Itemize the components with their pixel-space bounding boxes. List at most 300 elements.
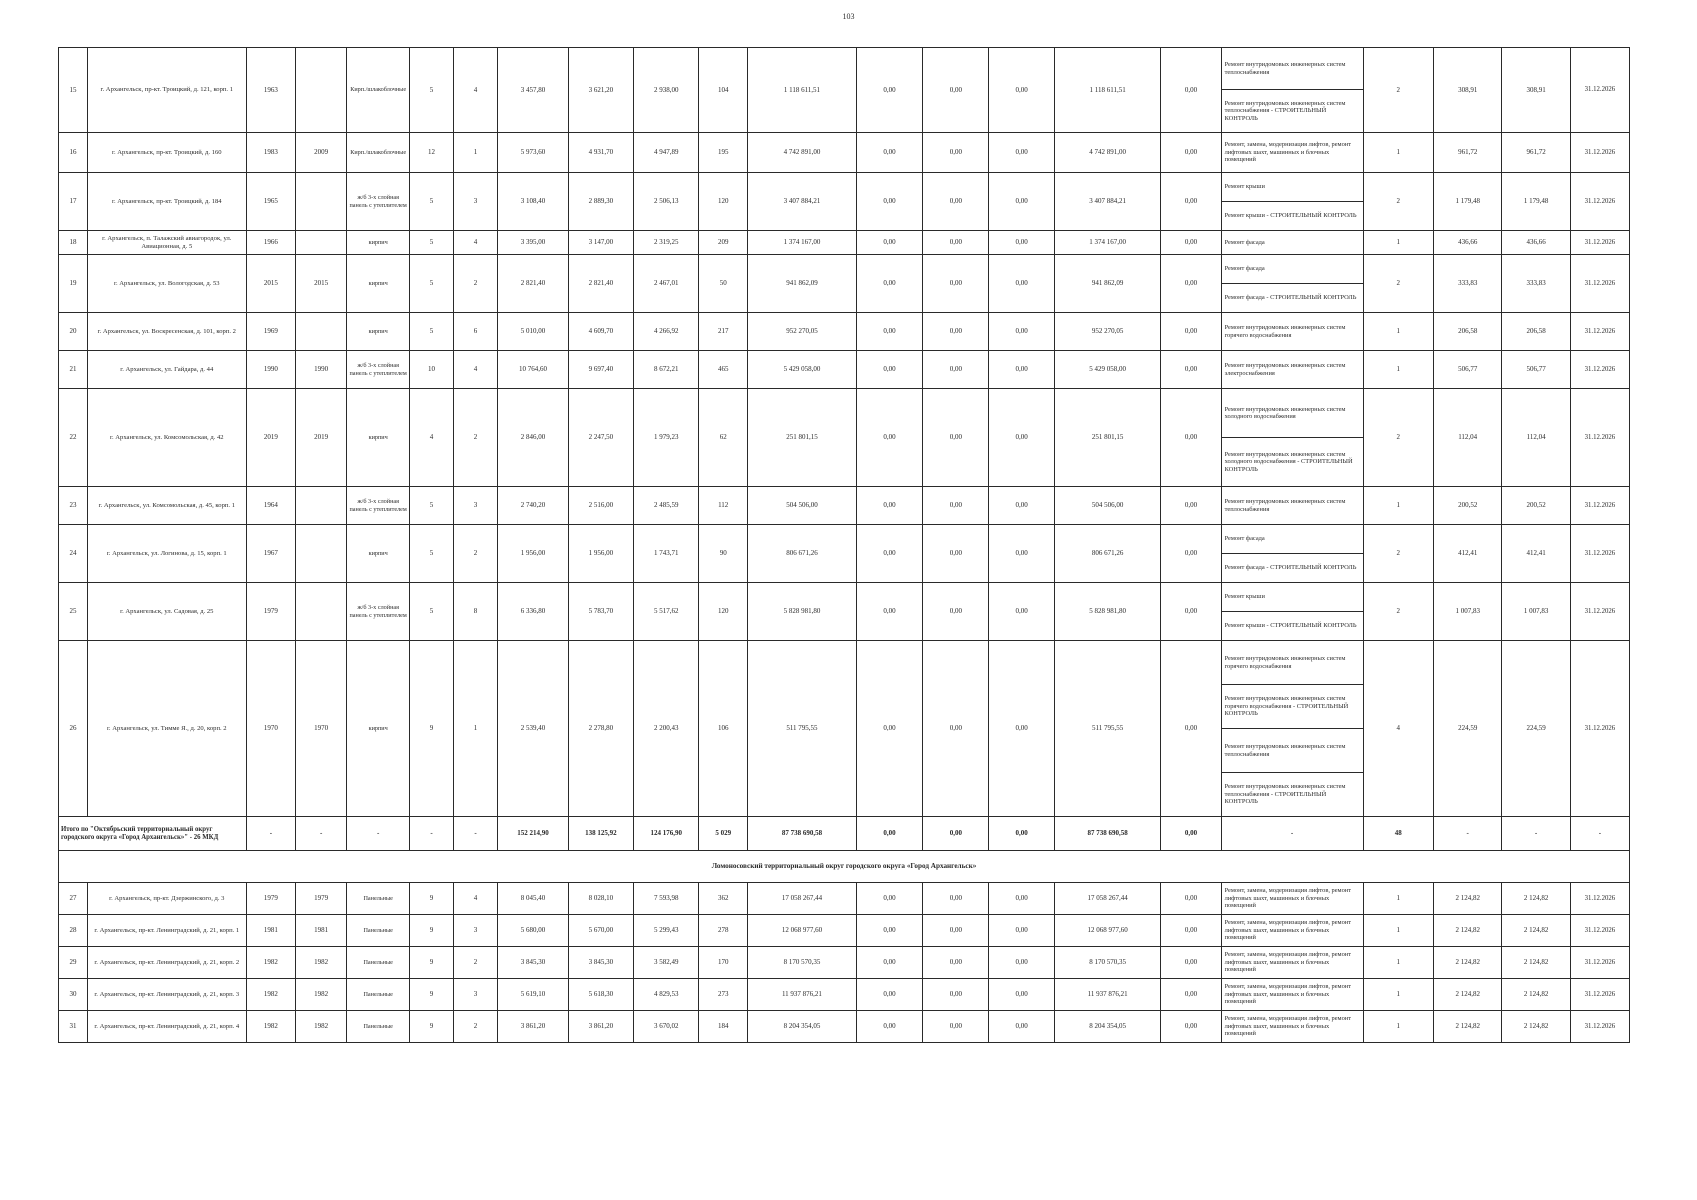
cell-area-living: 5 670,00: [568, 915, 633, 947]
cell-area-living: 2 821,40: [568, 255, 633, 313]
cell-limit-cost: 112,04: [1502, 389, 1570, 487]
cell-entr: 2: [453, 389, 498, 487]
cell-floors: 5: [410, 525, 454, 583]
cell-year: 2015: [246, 255, 296, 313]
cell-entr: 6: [453, 313, 498, 351]
cell-year: 1982: [246, 979, 296, 1011]
cell-entr: 4: [453, 883, 498, 915]
cell-budget-reg: 0,00: [923, 133, 989, 173]
cell-budget-mun: 0,00: [989, 583, 1054, 641]
cell-unit-cost: 2 124,82: [1434, 915, 1502, 947]
cell-recon: 1982: [296, 979, 347, 1011]
total-dash: -: [347, 817, 410, 851]
cell-mat: ж/б 3-х слойная панель с утеплителем: [347, 173, 410, 231]
cell-entr: 2: [453, 947, 498, 979]
cell-fund: 0,00: [856, 947, 922, 979]
table-row: [59, 979, 1630, 1011]
total-budget-reg: 0,00: [923, 817, 989, 851]
cell-count: 1: [1363, 133, 1433, 173]
cell-floors: 12: [410, 133, 454, 173]
cell-limit-cost: 2 124,82: [1502, 883, 1570, 915]
cell-area-total: 8 045,40: [498, 883, 568, 915]
cell-count: 2: [1363, 583, 1433, 641]
cell-cost-total: 1 374 167,00: [748, 231, 857, 255]
cell-budget-reg: 0,00: [923, 583, 989, 641]
total-cost: 87 738 690,58: [748, 817, 857, 851]
cell-budget-reg: 0,00: [923, 48, 989, 133]
cell-owners: 8 170 570,35: [1054, 947, 1161, 979]
cell-fund: 0,00: [856, 915, 922, 947]
cell-cost-total: 941 862,09: [748, 255, 857, 313]
cell-year: 1990: [246, 351, 296, 389]
cell-cost-total: 8 204 354,05: [748, 1011, 857, 1043]
cell-area-living: 3 621,20: [568, 48, 633, 133]
cell-budget-mun: 0,00: [989, 947, 1054, 979]
cell-budget-mun: 0,00: [989, 133, 1054, 173]
cell-num: 26: [59, 641, 88, 817]
cell-num: 28: [59, 915, 88, 947]
cell-limit-cost: 1 007,83: [1502, 583, 1570, 641]
cell-area-apts: 2 938,00: [634, 48, 699, 133]
cell-unit-cost: 308,91: [1434, 48, 1502, 133]
cell-entr: 3: [453, 979, 498, 1011]
cell-floors: 9: [410, 883, 454, 915]
cell-budget-reg: 0,00: [923, 947, 989, 979]
cell-other: 0,00: [1161, 351, 1221, 389]
cell-limit-cost: 200,52: [1502, 487, 1570, 525]
cell-work-type: Ремонт внутридомовых инженерных систем холодного водоснабжения - СТРОИТЕЛЬНЫЙ КОНТРОЛЬ: [1221, 438, 1363, 487]
cell-work-type: Ремонт фасада: [1221, 255, 1363, 284]
cell-work-type: Ремонт внутридомовых инженерных систем электроснабжения: [1221, 351, 1363, 389]
cell-area-total: 2 539,40: [498, 641, 568, 817]
table-row: [59, 231, 1630, 255]
cell-other: 0,00: [1161, 641, 1221, 817]
cell-limit-cost: 2 124,82: [1502, 915, 1570, 947]
cell-num: 15: [59, 48, 88, 133]
cell-num: 21: [59, 351, 88, 389]
cell-area-apts: 3 670,02: [634, 1011, 699, 1043]
cell-area-apts: 2 485,59: [634, 487, 699, 525]
cell-entr: 4: [453, 351, 498, 389]
cell-count: 4: [1363, 641, 1433, 817]
cell-work-type: Ремонт фасада - СТРОИТЕЛЬНЫЙ КОНТРОЛЬ: [1221, 284, 1363, 313]
cell-cost-total: 1 118 611,51: [748, 48, 857, 133]
cell-area-total: 3 845,30: [498, 947, 568, 979]
cell-budget-mun: 0,00: [989, 173, 1054, 231]
cell-budget-reg: 0,00: [923, 313, 989, 351]
cell-budget-mun: 0,00: [989, 883, 1054, 915]
cell-cost-total: 511 795,55: [748, 641, 857, 817]
cell-recon: 1990: [296, 351, 347, 389]
total-row: [59, 817, 1630, 851]
cell-area-apts: 4 266,92: [634, 313, 699, 351]
cell-budget-mun: 0,00: [989, 313, 1054, 351]
cell-date: 31.12.2026: [1570, 48, 1629, 133]
cell-area-living: 2 516,00: [568, 487, 633, 525]
cell-area-apts: 2 200,43: [634, 641, 699, 817]
cell-addr: г. Архангельск, пр-кт. Ленинградский, д. 21, корп. 1: [88, 915, 247, 947]
cell-area-living: 2 278,80: [568, 641, 633, 817]
cell-num: 16: [59, 133, 88, 173]
cell-num: 18: [59, 231, 88, 255]
cell-floors: 4: [410, 389, 454, 487]
cell-residents: 50: [699, 255, 748, 313]
cell-budget-mun: 0,00: [989, 255, 1054, 313]
cell-area-total: 10 764,60: [498, 351, 568, 389]
cell-area-living: 5 618,30: [568, 979, 633, 1011]
cell-unit-cost: 2 124,82: [1434, 979, 1502, 1011]
cell-area-living: 3 147,00: [568, 231, 633, 255]
cell-area-total: 5 973,60: [498, 133, 568, 173]
cell-recon: 2015: [296, 255, 347, 313]
cell-budget-mun: 0,00: [989, 979, 1054, 1011]
cell-mat: кирпич: [347, 255, 410, 313]
cell-num: 20: [59, 313, 88, 351]
cell-fund: 0,00: [856, 487, 922, 525]
cell-mat: Кирп./шлакоблочные: [347, 133, 410, 173]
cell-num: 31: [59, 1011, 88, 1043]
cell-work-type: Ремонт внутридомовых инженерных систем теплоснабжения: [1221, 48, 1363, 90]
cell-fund: 0,00: [856, 525, 922, 583]
cell-mat: ж/б 3-х слойная панель с утеплителем: [347, 583, 410, 641]
cell-fund: 0,00: [856, 313, 922, 351]
cell-cost-total: 806 671,26: [748, 525, 857, 583]
cell-unit-cost: 206,58: [1434, 313, 1502, 351]
cell-cost-total: 5 828 981,80: [748, 583, 857, 641]
cell-entr: 1: [453, 641, 498, 817]
total-dash: -: [453, 817, 498, 851]
cell-work-type: Ремонт крыши - СТРОИТЕЛЬНЫЙ КОНТРОЛЬ: [1221, 612, 1363, 641]
cell-residents: 170: [699, 947, 748, 979]
cell-addr: г. Архангельск, ул. Воскресенская, д. 101, корп. 2: [88, 313, 247, 351]
cell-budget-reg: 0,00: [923, 351, 989, 389]
cell-recon: 1982: [296, 1011, 347, 1043]
cell-area-total: 6 336,80: [498, 583, 568, 641]
cell-floors: 5: [410, 231, 454, 255]
table-row: [59, 947, 1630, 979]
cell-date: 31.12.2026: [1570, 915, 1629, 947]
cell-addr: г. Архангельск, пр-кт. Троицкий, д. 121, корп. 1: [88, 48, 247, 133]
cell-floors: 5: [410, 313, 454, 351]
cell-addr: г. Архангельск, ул. Вологодская, д. 53: [88, 255, 247, 313]
cell-area-apts: 2 467,01: [634, 255, 699, 313]
cell-recon: 1982: [296, 947, 347, 979]
cell-unit-cost: 506,77: [1434, 351, 1502, 389]
cell-limit-cost: 308,91: [1502, 48, 1570, 133]
cell-budget-reg: 0,00: [923, 979, 989, 1011]
cell-unit-cost: 2 124,82: [1434, 883, 1502, 915]
cell-floors: 9: [410, 641, 454, 817]
cell-area-total: 3 108,40: [498, 173, 568, 231]
cell-unit-cost: 333,83: [1434, 255, 1502, 313]
cell-area-living: 9 697,40: [568, 351, 633, 389]
table-row: [59, 1011, 1630, 1043]
cell-work-type: Ремонт фасада: [1221, 231, 1363, 255]
cell-budget-mun: 0,00: [989, 389, 1054, 487]
cell-cost-total: 4 742 891,00: [748, 133, 857, 173]
cell-addr: г. Архангельск, ул. Комсомольская, д. 45, корп. 1: [88, 487, 247, 525]
cell-count: 1: [1363, 915, 1433, 947]
cell-floors: 5: [410, 583, 454, 641]
cell-date: 31.12.2026: [1570, 947, 1629, 979]
cell-entr: 2: [453, 525, 498, 583]
cell-work-type: Ремонт фасада: [1221, 525, 1363, 554]
cell-floors: 9: [410, 979, 454, 1011]
cell-count: 1: [1363, 313, 1433, 351]
cell-recon: 2019: [296, 389, 347, 487]
cell-area-total: 5 010,00: [498, 313, 568, 351]
cell-addr: г. Архангельск, пр-кт. Троицкий, д. 184: [88, 173, 247, 231]
cell-area-living: 4 931,70: [568, 133, 633, 173]
cell-addr: г. Архангельск, ул. Тимме Я., д. 20, корп. 2: [88, 641, 247, 817]
cell-year: 1965: [246, 173, 296, 231]
cell-work-type: Ремонт внутридомовых инженерных систем горячего водоснабжения: [1221, 641, 1363, 685]
cell-year: 1979: [246, 583, 296, 641]
cell-other: 0,00: [1161, 487, 1221, 525]
cell-fund: 0,00: [856, 231, 922, 255]
cell-budget-mun: 0,00: [989, 487, 1054, 525]
cell-area-apts: 2 319,25: [634, 231, 699, 255]
cell-other: 0,00: [1161, 915, 1221, 947]
cell-area-apts: 2 506,13: [634, 173, 699, 231]
cell-count: 2: [1363, 173, 1433, 231]
cell-fund: 0,00: [856, 255, 922, 313]
cell-limit-cost: 506,77: [1502, 351, 1570, 389]
cell-work-type: Ремонт внутридомовых инженерных систем теплоснабжения: [1221, 729, 1363, 773]
cell-entr: 2: [453, 255, 498, 313]
cell-recon: [296, 487, 347, 525]
cell-area-living: 2 247,50: [568, 389, 633, 487]
cell-mat: Кирп./шлакоблочные: [347, 48, 410, 133]
cell-entr: 8: [453, 583, 498, 641]
cell-area-living: 8 028,10: [568, 883, 633, 915]
cell-floors: 10: [410, 351, 454, 389]
cell-fund: 0,00: [856, 351, 922, 389]
cell-residents: 362: [699, 883, 748, 915]
cell-entr: 3: [453, 173, 498, 231]
cell-owners: 12 068 977,60: [1054, 915, 1161, 947]
total-dash: -: [410, 817, 454, 851]
cell-recon: 2009: [296, 133, 347, 173]
cell-budget-reg: 0,00: [923, 525, 989, 583]
cell-entr: 1: [453, 133, 498, 173]
cell-other: 0,00: [1161, 255, 1221, 313]
cell-area-apts: 1 979,23: [634, 389, 699, 487]
cell-budget-reg: 0,00: [923, 173, 989, 231]
cell-area-total: 5 680,00: [498, 915, 568, 947]
cell-fund: 0,00: [856, 1011, 922, 1043]
cell-owners: 941 862,09: [1054, 255, 1161, 313]
cell-residents: 278: [699, 915, 748, 947]
cell-unit-cost: 224,59: [1434, 641, 1502, 817]
cell-area-apts: 5 517,62: [634, 583, 699, 641]
cell-work-type: Ремонт, замена, модернизация лифтов, ремонт лифтовых шахт, машинных и блочных помещений: [1221, 947, 1363, 979]
cell-owners: 4 742 891,00: [1054, 133, 1161, 173]
cell-limit-cost: 961,72: [1502, 133, 1570, 173]
cell-budget-mun: 0,00: [989, 231, 1054, 255]
cell-work-type: Ремонт внутридомовых инженерных систем теплоснабжения: [1221, 487, 1363, 525]
cell-budget-reg: 0,00: [923, 915, 989, 947]
cell-limit-cost: 436,66: [1502, 231, 1570, 255]
cell-work-type: Ремонт, замена, модернизация лифтов, ремонт лифтовых шахт, машинных и блочных помещений: [1221, 133, 1363, 173]
table-row: [59, 883, 1630, 915]
cell-floors: 5: [410, 255, 454, 313]
district-header-row: [59, 851, 1630, 883]
cell-count: 1: [1363, 487, 1433, 525]
cell-mat: кирпич: [347, 231, 410, 255]
cell-recon: [296, 583, 347, 641]
cell-work-type: Ремонт внутридомовых инженерных систем теплоснабжения - СТРОИТЕЛЬНЫЙ КОНТРОЛЬ: [1221, 773, 1363, 817]
cell-work-type: Ремонт внутридомовых инженерных систем горячего водоснабжения: [1221, 313, 1363, 351]
cell-year: 1983: [246, 133, 296, 173]
cell-budget-mun: 0,00: [989, 351, 1054, 389]
cell-residents: 106: [699, 641, 748, 817]
cell-fund: 0,00: [856, 133, 922, 173]
cell-addr: г. Архангельск, п. Талажский авиагородок, ул. Авиационная, д. 5: [88, 231, 247, 255]
cell-budget-reg: 0,00: [923, 231, 989, 255]
cell-fund: 0,00: [856, 389, 922, 487]
cell-unit-cost: 1 179,48: [1434, 173, 1502, 231]
cell-work-type: Ремонт, замена, модернизация лифтов, ремонт лифтовых шахт, машинных и блочных помещений: [1221, 915, 1363, 947]
cell-limit-cost: 1 179,48: [1502, 173, 1570, 231]
cell-recon: [296, 48, 347, 133]
cell-cost-total: 5 429 058,00: [748, 351, 857, 389]
table-row: [59, 487, 1630, 525]
cell-mat: кирпич: [347, 313, 410, 351]
cell-count: 2: [1363, 255, 1433, 313]
cell-other: 0,00: [1161, 947, 1221, 979]
total-fund: 0,00: [856, 817, 922, 851]
cell-unit-cost: 436,66: [1434, 231, 1502, 255]
cell-budget-reg: 0,00: [923, 255, 989, 313]
cell-mat: кирпич: [347, 389, 410, 487]
cell-area-living: 5 783,70: [568, 583, 633, 641]
cell-date: 31.12.2026: [1570, 173, 1629, 231]
cell-owners: 11 937 876,21: [1054, 979, 1161, 1011]
cell-area-apts: 3 582,49: [634, 947, 699, 979]
cell-area-living: 1 956,00: [568, 525, 633, 583]
cell-other: 0,00: [1161, 173, 1221, 231]
cell-residents: 195: [699, 133, 748, 173]
cell-addr: г. Архангельск, пр-кт. Ленинградский, д. 21, корп. 2: [88, 947, 247, 979]
cell-work-type: Ремонт внутридомовых инженерных систем горячего водоснабжения - СТРОИТЕЛЬНЫЙ КОНТРОЛЬ: [1221, 685, 1363, 729]
table-row: [59, 389, 1630, 438]
cell-area-total: 2 821,40: [498, 255, 568, 313]
cell-residents: 112: [699, 487, 748, 525]
cell-owners: 1 118 611,51: [1054, 48, 1161, 133]
cell-fund: 0,00: [856, 883, 922, 915]
cell-limit-cost: 333,83: [1502, 255, 1570, 313]
cell-date: 31.12.2026: [1570, 979, 1629, 1011]
cell-date: 31.12.2026: [1570, 1011, 1629, 1043]
cell-area-apts: 8 672,21: [634, 351, 699, 389]
cell-residents: 217: [699, 313, 748, 351]
cell-count: 1: [1363, 947, 1433, 979]
cell-area-total: 5 619,10: [498, 979, 568, 1011]
cell-residents: 62: [699, 389, 748, 487]
cell-floors: 5: [410, 487, 454, 525]
cell-residents: 209: [699, 231, 748, 255]
cell-area-apts: 4 947,89: [634, 133, 699, 173]
cell-num: 19: [59, 255, 88, 313]
total-dash: -: [1434, 817, 1502, 851]
cell-cost-total: 8 170 570,35: [748, 947, 857, 979]
cell-area-total: 2 740,20: [498, 487, 568, 525]
cell-count: 2: [1363, 389, 1433, 487]
cell-addr: г. Архангельск, пр-кт. Ленинградский, д. 21, корп. 4: [88, 1011, 247, 1043]
cell-mat: Панельные: [347, 979, 410, 1011]
cell-mat: Панельные: [347, 947, 410, 979]
total-area-total: 152 214,90: [498, 817, 568, 851]
cell-floors: 9: [410, 915, 454, 947]
cell-budget-reg: 0,00: [923, 389, 989, 487]
total-area-living: 138 125,92: [568, 817, 633, 851]
cell-cost-total: 3 407 884,21: [748, 173, 857, 231]
total-budget-mun: 0,00: [989, 817, 1054, 851]
cell-recon: [296, 231, 347, 255]
cell-owners: 511 795,55: [1054, 641, 1161, 817]
cell-budget-mun: 0,00: [989, 1011, 1054, 1043]
cell-year: 1963: [246, 48, 296, 133]
cell-entr: 4: [453, 231, 498, 255]
cell-budget-mun: 0,00: [989, 525, 1054, 583]
cell-year: 1982: [246, 947, 296, 979]
cell-unit-cost: 200,52: [1434, 487, 1502, 525]
cell-limit-cost: 2 124,82: [1502, 979, 1570, 1011]
cell-limit-cost: 412,41: [1502, 525, 1570, 583]
cell-budget-reg: 0,00: [923, 883, 989, 915]
cell-other: 0,00: [1161, 389, 1221, 487]
cell-limit-cost: 2 124,82: [1502, 947, 1570, 979]
cell-budget-mun: 0,00: [989, 915, 1054, 947]
cell-num: 29: [59, 947, 88, 979]
cell-residents: 465: [699, 351, 748, 389]
cell-work-type: Ремонт, замена, модернизация лифтов, ремонт лифтовых шахт, машинных и блочных помещений: [1221, 883, 1363, 915]
cell-limit-cost: 2 124,82: [1502, 1011, 1570, 1043]
cell-work-type: Ремонт внутридомовых инженерных систем холодного водоснабжения: [1221, 389, 1363, 438]
cell-date: 31.12.2026: [1570, 641, 1629, 817]
cell-num: 27: [59, 883, 88, 915]
cell-recon: 1970: [296, 641, 347, 817]
cell-recon: [296, 173, 347, 231]
cell-work-type: Ремонт крыши: [1221, 173, 1363, 202]
cell-owners: 1 374 167,00: [1054, 231, 1161, 255]
cell-work-type: Ремонт, замена, модернизация лифтов, ремонт лифтовых шахт, машинных и блочных помещений: [1221, 979, 1363, 1011]
cell-addr: г. Архангельск, пр-кт. Ленинградский, д. 21, корп. 3: [88, 979, 247, 1011]
cell-count: 2: [1363, 48, 1433, 133]
cell-year: 1979: [246, 883, 296, 915]
cell-mat: кирпич: [347, 525, 410, 583]
table-row: [59, 173, 1630, 202]
cell-recon: 1981: [296, 915, 347, 947]
cell-mat: кирпич: [347, 641, 410, 817]
cell-floors: 5: [410, 173, 454, 231]
table-row: [59, 915, 1630, 947]
cell-residents: 104: [699, 48, 748, 133]
total-dash: -: [246, 817, 296, 851]
total-owners: 87 738 690,58: [1054, 817, 1161, 851]
total-count: 48: [1363, 817, 1433, 851]
cell-other: 0,00: [1161, 979, 1221, 1011]
cell-fund: 0,00: [856, 48, 922, 133]
total-area-apts: 124 176,90: [634, 817, 699, 851]
cell-owners: 952 270,05: [1054, 313, 1161, 351]
cell-other: 0,00: [1161, 231, 1221, 255]
cell-area-living: 2 889,30: [568, 173, 633, 231]
cell-unit-cost: 112,04: [1434, 389, 1502, 487]
cell-other: 0,00: [1161, 313, 1221, 351]
cell-year: 1981: [246, 915, 296, 947]
